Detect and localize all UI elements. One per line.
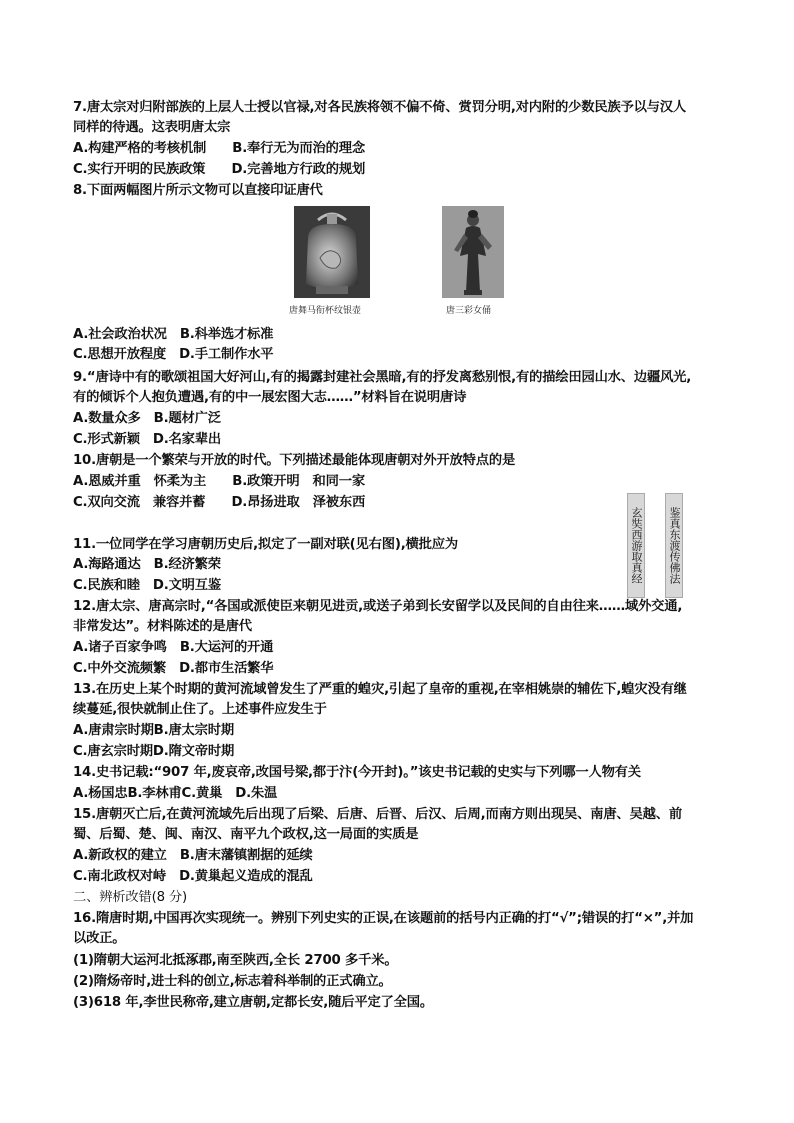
q7-options-ab: A.构建严格的考核机制 B.奉行无为而治的理念 bbox=[73, 141, 365, 156]
q16-item-1: (1)隋朝大运河北抵涿郡,南至陕西,全长 2700 多千米。 bbox=[73, 953, 398, 968]
q15-options-ab: A.新政权的建立 B.唐末藩镇割据的延续 bbox=[73, 848, 313, 863]
silver-pot-caption: 唐舞马衔杯纹银壶 bbox=[289, 306, 362, 316]
q7-options-cd: C.实行开明的民族政策 D.完善地方行政的规划 bbox=[73, 162, 366, 177]
q8-options-ab: A.社会政治状况 B.科举选才标准 bbox=[73, 327, 274, 342]
q16-item-3: (3)618 年,李世民称帝,建立唐朝,定都长安,随后平定了全国。 bbox=[73, 995, 433, 1010]
q11-options-ab: A.海路通达 B.经济繁荣 bbox=[73, 557, 221, 572]
q13-options-ab: A.唐肃宗时期B.唐太宗时期 bbox=[73, 723, 234, 738]
couplet-right-scroll: 鉴真东渡传佛法 bbox=[665, 493, 683, 598]
silver-pot-figure bbox=[287, 206, 377, 316]
q13-options-cd: C.唐玄宗时期D.隋文帝时期 bbox=[73, 744, 235, 759]
q10-options-cd: C.双向交流 兼容并蓄 D.昂扬进取 泽被东西 bbox=[73, 495, 366, 510]
q14-options: A.杨国忠B.李林甫C.黄巢 D.朱温 bbox=[73, 786, 278, 801]
q12-options-cd: C.中外交流频繁 D.都市生活繁华 bbox=[73, 661, 274, 676]
tricolor-figurine-caption: 唐三彩女俑 bbox=[446, 306, 492, 316]
q11-options-cd: C.民族和睦 D.文明互鉴 bbox=[73, 578, 221, 593]
q12-options-ab: A.诸子百家争鸣 B.大运河的开通 bbox=[73, 640, 274, 655]
q16-stem-line2: 以改正。 bbox=[73, 931, 126, 946]
q7-stem-line1: 7.唐太宗对归附部族的上层人士授以官禄,对各民族将领不偏不倚、赏罚分明,对内附的少数民族予以与汉人 bbox=[73, 100, 686, 115]
q7-stem-line2: 同样的待遇。这表明唐太宗 bbox=[73, 120, 231, 135]
q15-stem-line2: 蜀、后蜀、楚、闽、南汉、南平九个政权,这一局面的实质是 bbox=[73, 827, 419, 842]
q15-stem-line1: 15.唐朝灭亡后,在黄河流域先后出现了后梁、后唐、后晋、后汉、后周,而南方则出现吴、南唐、吴越、前 bbox=[73, 807, 682, 822]
tricolor-figurine-image bbox=[442, 206, 504, 298]
section-2-heading: 二、辨析改错(8 分) bbox=[73, 890, 187, 905]
q12-stem-line2: 非常发达”。材料陈述的是唐代 bbox=[73, 619, 252, 634]
q12-stem-line1: 12.唐太宗、唐高宗时,“各国或派使臣来朝见进贡,或送子弟到长安留学以及民间的自由往来……域外交通, bbox=[73, 599, 683, 614]
q10-stem: 10.唐朝是一个繁荣与开放的时代。下列描述最能体现唐朝对外开放特点的是 bbox=[73, 453, 516, 468]
q11-stem: 11.一位同学在学习唐朝历史后,拟定了一副对联(见右图),横批应为 bbox=[73, 537, 458, 552]
tricolor-figurine-figure bbox=[440, 206, 506, 316]
q9-options-ab: A.数量众多 B.题材广泛 bbox=[73, 411, 221, 426]
q16-stem-line1: 16.隋唐时期,中国再次实现统一。辨别下列史实的正误,在该题前的括号内正确的打“√”;错误的打“×”,并加 bbox=[73, 911, 694, 926]
q9-stem-line1: 9.“唐诗中有的歌颂祖国大好河山,有的揭露封建社会黑暗,有的抒发离愁别恨,有的描绘田园山水、边疆风光, bbox=[73, 370, 692, 385]
silver-pot-image bbox=[294, 206, 370, 298]
q13-stem-line1: 13.在历史上某个时期的黄河流域曾发生了严重的蝗灾,引起了皇帝的重视,在宰相姚崇的辅佐下,蝗灾没有继 bbox=[73, 682, 687, 697]
q9-stem-line2: 有的倾诉个人抱负遭遇,有的中一展宏图大志……”材料旨在说明唐诗 bbox=[73, 390, 467, 405]
q8-stem: 8.下面两幅图片所示文物可以直接印证唐代 bbox=[73, 183, 323, 198]
q10-options-ab: A.恩威并重 怀柔为主 B.政策开明 和同一家 bbox=[73, 474, 365, 489]
q16-item-2: (2)隋炀帝时,进士科的创立,标志着科举制的正式确立。 bbox=[73, 974, 392, 989]
q13-stem-line2: 续蔓延,很快就制止住了。上述事件应发生于 bbox=[73, 702, 327, 717]
q9-options-cd: C.形式新颖 D.名家辈出 bbox=[73, 432, 221, 447]
couplet-left-scroll: 玄奘西游取真经 bbox=[627, 493, 645, 598]
q8-options-cd: C.思想开放程度 D.手工制作水平 bbox=[73, 347, 274, 362]
q15-options-cd: C.南北政权对峙 D.黄巢起义造成的混乱 bbox=[73, 869, 313, 884]
q14-stem: 14.史书记载:“907 年,废哀帝,改国号梁,都于汴(今开封)。”该史书记载的史实与下列哪一人物有关 bbox=[73, 765, 641, 780]
